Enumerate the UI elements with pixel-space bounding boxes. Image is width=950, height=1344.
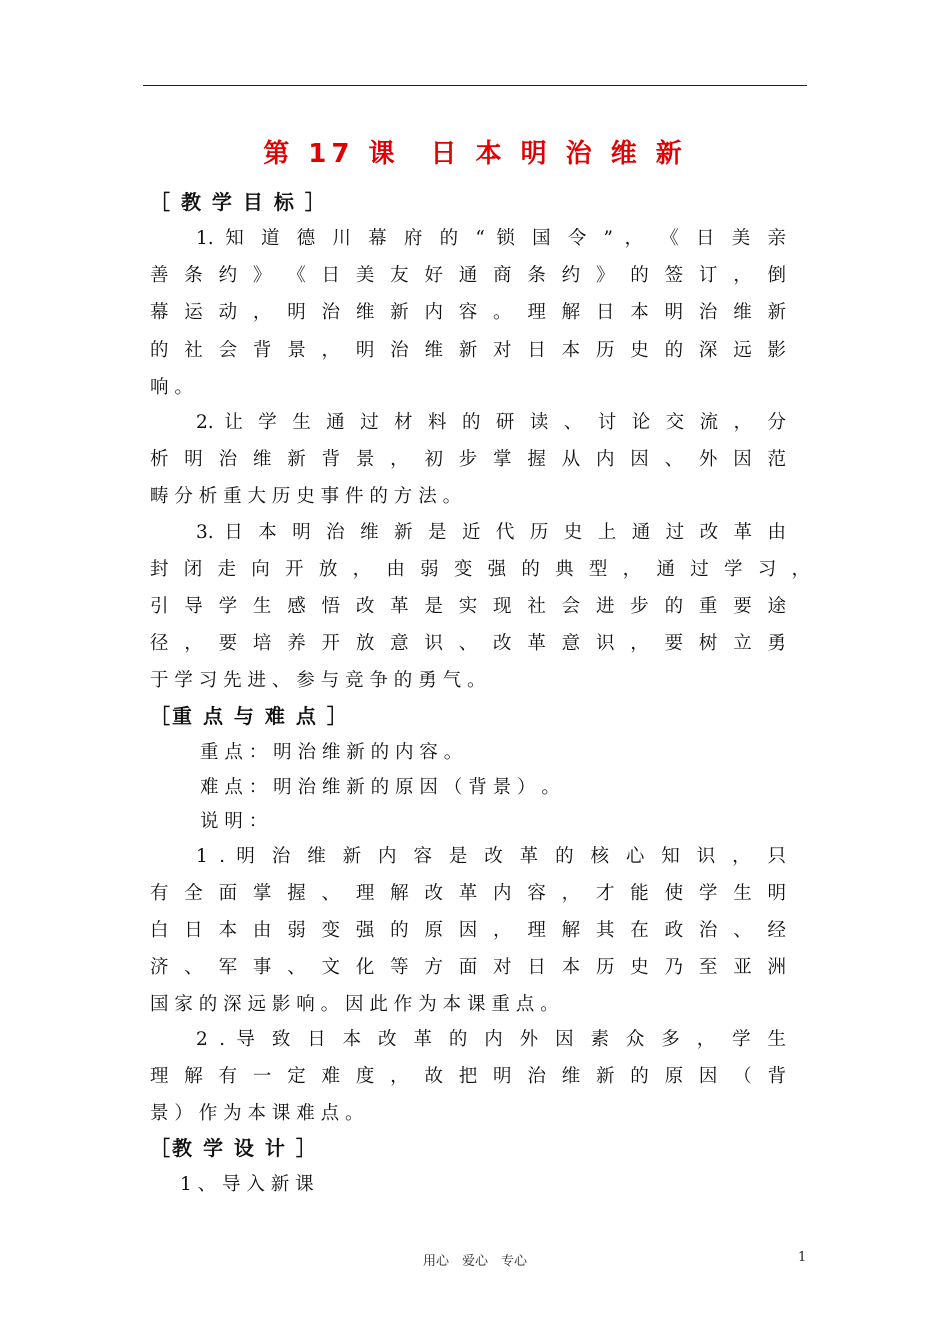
goal-3-line: 引 导 学 生 感 悟 改 革 是 实 现 社 会 进 步 的 重 要 途 bbox=[150, 596, 786, 617]
goal-1-line: 响 。 bbox=[150, 377, 193, 398]
note-1-line: 白 日 本 由 弱 变 强 的 原 因 ， 理 解 其 在 政 治 、 经 bbox=[150, 920, 786, 941]
note-label: 说 明 ： bbox=[200, 811, 268, 832]
goal-1-line: 的 社 会 背 景 ， 明 治 维 新 对 日 本 历 史 的 深 远 影 bbox=[150, 340, 786, 361]
goal-2-line: 2. 让 学 生 通 过 材 料 的 研 读 、 讨 论 交 流 ， 分 bbox=[196, 412, 786, 433]
key-point: 重 点 ： 明 治 维 新 的 内 容 。 bbox=[200, 742, 463, 763]
section-heading-goals: ［ 教 学 目 标 ］ bbox=[150, 190, 327, 214]
note-2-line: 景 ） 作 为 本 课 难 点 。 bbox=[150, 1103, 364, 1124]
note-1-line: 国 家 的 深 远 影 响 。 因 此 作 为 本 课 重 点 。 bbox=[150, 994, 559, 1015]
note-1-line: 济 、 军 事 、 文 化 等 方 面 对 日 本 历 史 乃 至 亚 洲 bbox=[150, 957, 786, 978]
goal-1-line: 幕 运 动 ， 明 治 维 新 内 容 。 理 解 日 本 明 治 维 新 bbox=[150, 302, 786, 323]
note-1-line: 有 全 面 掌 握 、 理 解 改 革 内 容 ， 才 能 使 学 生 明 bbox=[150, 883, 786, 904]
section-heading-keypoints: ［重 点 与 难 点 ］ bbox=[150, 704, 349, 728]
goal-3-line: 于 学 习 先 进 、 参 与 竞 争 的 勇 气 。 bbox=[150, 670, 486, 691]
header-rule bbox=[143, 85, 807, 86]
footer-slogan: 用心 爱心 专心 bbox=[422, 1254, 527, 1269]
note-1-line: 1 . 明 治 维 新 内 容 是 改 革 的 核 心 知 识 ， 只 bbox=[196, 846, 786, 867]
goal-3-line: 封 闭 走 向 开 放 ， 由 弱 变 强 的 典 型 ， 通 过 学 习 ， bbox=[150, 559, 810, 580]
goal-2-line: 畴 分 析 重 大 历 史 事 件 的 方 法 。 bbox=[150, 486, 462, 507]
goal-3-line: 3. 日 本 明 治 维 新 是 近 代 历 史 上 通 过 改 革 由 bbox=[196, 522, 786, 543]
note-2-line: 2 . 导 致 日 本 改 革 的 内 外 因 素 众 多 ， 学 生 bbox=[196, 1029, 786, 1050]
design-step-1: 1 、 导 入 新 课 bbox=[180, 1174, 314, 1195]
document-title: 第 17 课 日 本 明 治 维 新 bbox=[263, 139, 687, 169]
goal-1-line: 1. 知 道 德 川 幕 府 的 “ 锁 国 令 ” ， 《 日 美 亲 bbox=[196, 228, 786, 249]
page-number: 1 bbox=[798, 1250, 807, 1265]
note-2-line: 理 解 有 一 定 难 度 ， 故 把 明 治 维 新 的 原 因 （ 背 bbox=[150, 1066, 786, 1087]
goal-3-line: 径 ， 要 培 养 开 放 意 识 、 改 革 意 识 ， 要 树 立 勇 bbox=[150, 633, 786, 654]
section-heading-design: ［教 学 设 计 ］ bbox=[150, 1136, 318, 1160]
difficult-point: 难 点 ： 明 治 维 新 的 原 因 （ 背 景 ） 。 bbox=[200, 777, 560, 798]
goal-2-line: 析 明 治 维 新 背 景 ， 初 步 掌 握 从 内 因 、 外 因 范 bbox=[150, 449, 786, 470]
goal-1-line: 善 条 约 》 《 日 美 友 好 通 商 条 约 》 的 签 订 ， 倒 bbox=[150, 265, 786, 286]
